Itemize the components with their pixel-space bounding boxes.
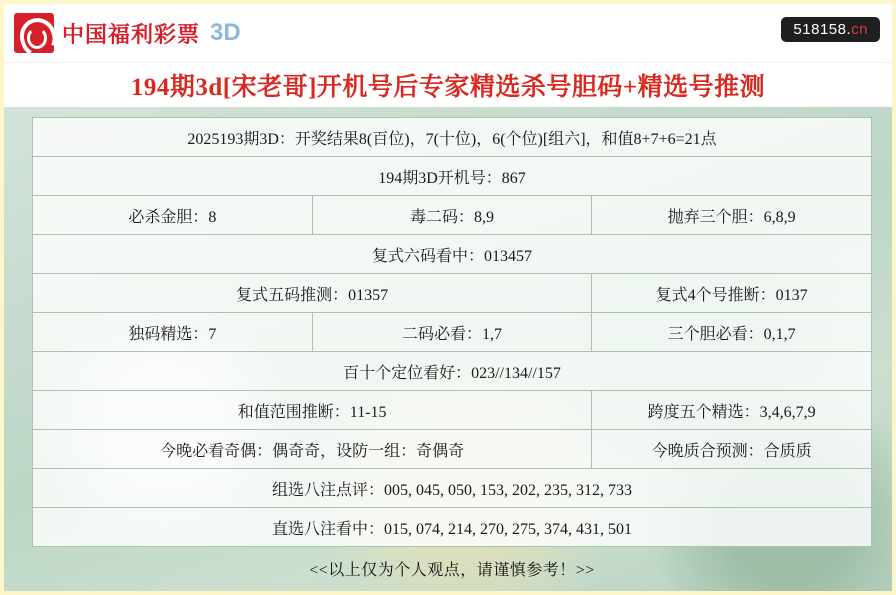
two-code-must-see: 二码必看：1,7 (312, 313, 592, 352)
compound-four-code: 复式4个号推断：0137 (592, 274, 872, 313)
machine-number-row: 194期3D开机号：867 (33, 157, 872, 196)
table-row (33, 118, 872, 157)
draw-result-row: 2025193期3D：开奖结果8(百位)，7(十位)，6(个位)[组六]，和值8+7+6=21点 (33, 118, 872, 157)
table-row (33, 430, 872, 469)
sum-range: 和值范围推断：11-15 (33, 391, 592, 430)
article-title-bar (4, 62, 892, 107)
table-row (33, 352, 872, 391)
table-row (33, 196, 872, 235)
site-domain-main: 518158. (793, 21, 852, 38)
span-five-pick: 跨度五个精选：3,4,6,7,9 (592, 391, 872, 430)
brand-name-cn: 中国福利彩票 (62, 21, 201, 47)
forecast-table-wrap (4, 107, 892, 580)
discard-three-dan: 抛弃三个胆：6,8,9 (592, 196, 872, 235)
forecast-table (32, 117, 872, 547)
disclaimer-text: <<以上仅为个人观点，请谨慎参考！>> (309, 562, 595, 579)
three-dan-must-see: 三个胆必看：0,1,7 (592, 313, 872, 352)
site-domain-suffix: cn (851, 21, 868, 38)
table-row (33, 469, 872, 508)
table-row (33, 313, 872, 352)
odd-even-forecast: 今晚必看奇偶：偶奇奇，设防一组：奇偶奇 (33, 430, 592, 469)
table-row (33, 157, 872, 196)
brand-logo[interactable] (14, 13, 241, 53)
position-forecast: 百十个定位看好：023//134//157 (33, 352, 872, 391)
table-row (33, 235, 872, 274)
compound-five-code: 复式五码推测：01357 (33, 274, 592, 313)
prime-composite-forecast: 今晚质合预测：合质质 (592, 430, 872, 469)
kill-gold-dan: 必杀金胆：8 (33, 196, 313, 235)
brand-name-3d: 3D (210, 19, 241, 46)
single-code-pick: 独码精选：7 (33, 313, 313, 352)
direct-eight-picks: 直选八注看中：015, 074, 214, 270, 275, 374, 431, 501 (33, 508, 872, 547)
poison-two-code: 毒二码：8,9 (312, 196, 592, 235)
site-header (4, 4, 892, 62)
disclaimer-box (32, 557, 872, 580)
group-eight-picks: 组选八注点评：005, 045, 050, 153, 202, 235, 312, 733 (33, 469, 872, 508)
table-row (33, 274, 872, 313)
table-row (33, 391, 872, 430)
compound-six-code: 复式六码看中：013457 (33, 235, 872, 274)
site-domain-badge[interactable] (781, 17, 880, 42)
page-title: 194期3d[宋老哥]开机号后专家精选杀号胆码+精选号推测 (130, 74, 766, 101)
lottery-swirl-icon (14, 13, 54, 53)
table-row (33, 508, 872, 547)
